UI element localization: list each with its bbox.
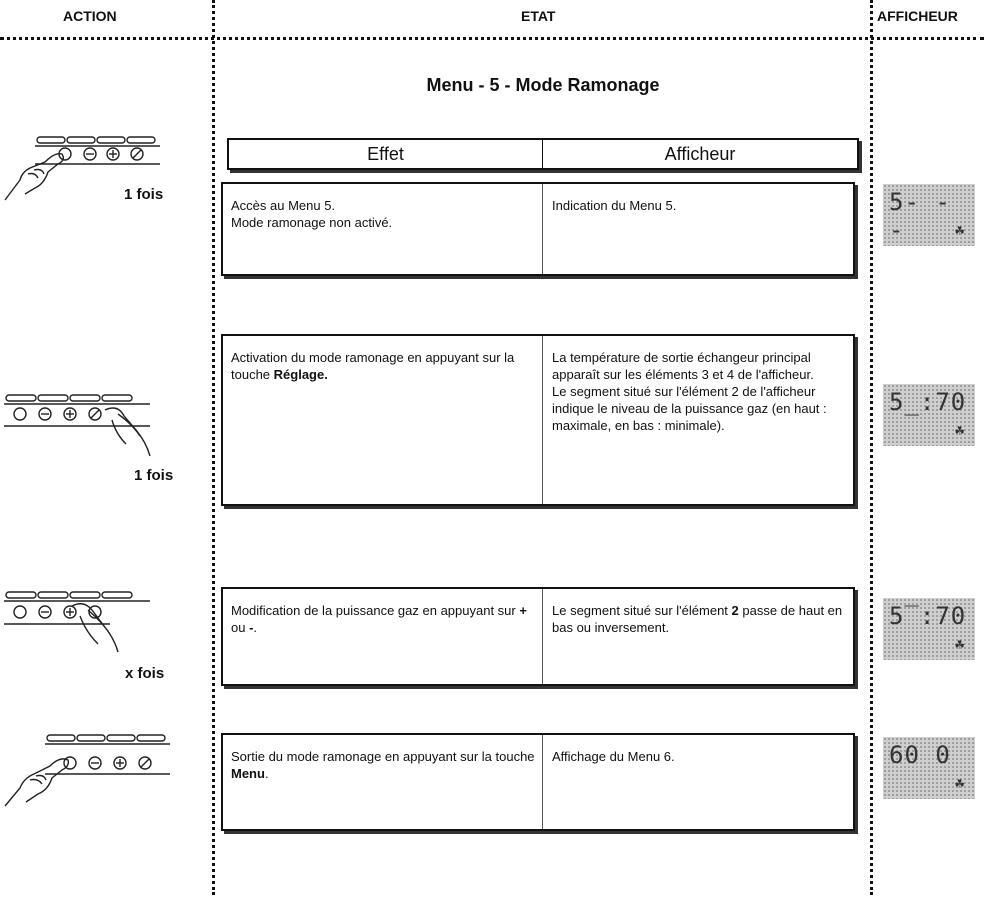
- display-screen: [883, 737, 975, 799]
- afficheur-line: Indication du Menu 5.: [552, 198, 677, 213]
- table-row: [221, 334, 855, 506]
- afficheur-line: Le segment situé sur l'élément 2 de l'afficheur indique le niveau de la puissance gaz (en haut : maximale, en bas : minimale).: [552, 384, 827, 433]
- action-count-3: x fois: [125, 665, 165, 682]
- table-header-afficheur: Afficheur: [664, 143, 736, 164]
- display-readout: 5_:70: [889, 388, 967, 416]
- table-row: [221, 733, 855, 831]
- table-header-effet: Effet: [229, 140, 543, 168]
- row-3-afficheur: [543, 589, 853, 684]
- action-count-2: 1 fois: [134, 467, 174, 484]
- display-screen: [883, 384, 975, 446]
- header-divider: [0, 37, 984, 40]
- effet-key-minus: -: [249, 620, 254, 635]
- effet-text: .: [264, 766, 269, 781]
- effet-line: Accès au Menu 5.: [231, 198, 336, 213]
- action-illustration-menu: [0, 132, 205, 207]
- row-4-afficheur: [543, 735, 853, 829]
- effet-text: Activation du mode ramonage en appuyant sur la touche: [231, 350, 515, 382]
- row-3-effet: [223, 589, 543, 684]
- effet-text: Sortie du mode ramonage en appuyant sur la touche: [231, 749, 535, 764]
- afficheur-text: Le segment situé sur l'élément: [552, 603, 732, 618]
- effet-line: Mode ramonage non activé.: [231, 215, 393, 230]
- afficheur-line: Affichage du Menu 6.: [552, 749, 675, 764]
- afficheur-line: La température de sortie échangeur principal apparaît sur les éléments 3 et 4 de l'afficheur.: [552, 350, 814, 382]
- action-illustration-plus-minus: [0, 588, 205, 663]
- row-1-afficheur: [543, 184, 853, 274]
- afficheur-text: passe de haut en bas ou inversement.: [552, 603, 843, 635]
- chimney-sweep-icon: ☘: [954, 777, 965, 791]
- column-divider-left: [212, 0, 215, 895]
- effet-text: ou: [231, 620, 250, 635]
- action-count-1: 1 fois: [124, 186, 164, 203]
- header-action: ACTION: [63, 8, 117, 24]
- header-afficheur: AFFICHEUR: [877, 8, 958, 24]
- row-4-effet: [223, 735, 543, 829]
- page-title: Menu - 5 - Mode Ramonage: [426, 75, 660, 95]
- row-2-effet: [223, 336, 543, 504]
- table-row: [221, 587, 855, 686]
- chimney-sweep-icon: ☘: [954, 638, 965, 652]
- display-readout: 5- - -: [889, 188, 951, 244]
- row-2-afficheur: [543, 336, 853, 504]
- display-readout: 5‾:70: [889, 602, 967, 630]
- action-illustration-menu-exit: [0, 730, 205, 815]
- effet-key-plus: +: [519, 603, 527, 618]
- effet-key-menu: Menu: [231, 766, 265, 781]
- display-screen: [883, 598, 975, 660]
- effet-key-reglage: Réglage.: [273, 367, 328, 382]
- row-1-effet: [223, 184, 543, 274]
- display-readout: 60 0: [889, 741, 951, 769]
- effet-text: .: [253, 620, 258, 635]
- header-etat: ETAT: [521, 8, 556, 24]
- action-illustration-reglage: [0, 390, 205, 465]
- effet-text: Modification de la puissance gaz en appuyant sur: [231, 603, 520, 618]
- chimney-sweep-icon: ☘: [954, 224, 965, 238]
- display-screen: [883, 184, 975, 246]
- afficheur-element-number: 2: [731, 603, 739, 618]
- column-divider-right: [870, 0, 873, 895]
- table-row: [221, 182, 855, 276]
- table-header: [227, 138, 859, 170]
- chimney-sweep-icon: ☘: [954, 424, 965, 438]
